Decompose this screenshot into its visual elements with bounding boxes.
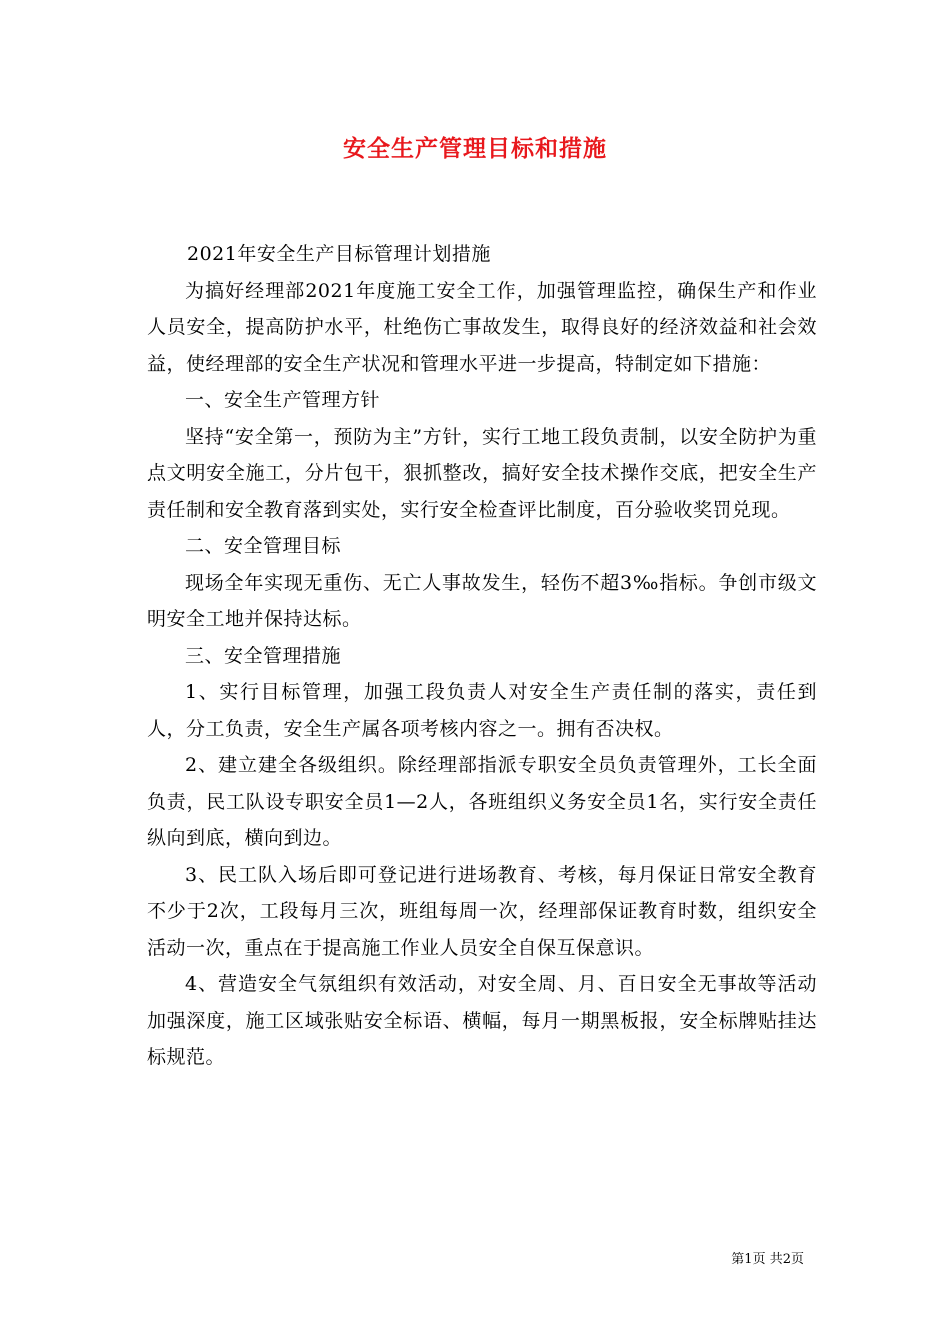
section-heading-1: 一、安全生产管理方针 <box>185 389 381 411</box>
document-title: 安全生产管理目标和措施 <box>343 135 607 162</box>
measure-item-3: 3、民工队入场后即可登记进行进场教育、考核，每月保证日常安全教育不少于2次，工段每月三次，班组每周一次，经理部保证教育时数，组织安全活动一次，重点在于提高施工作业人员安全自保互保意识。 <box>147 863 817 959</box>
plan-heading: 2021年安全生产目标管理计划措施 <box>187 243 491 265</box>
measure-item-2: 2、建立建全各级组织。除经理部指派专职安全员负责管理外，工长全面负责，民工队设专职安全员1—2人，各班组织义务安全员1名，实行安全责任纵向到底，横向到边。 <box>147 754 817 849</box>
section-heading-3: 三、安全管理措施 <box>185 644 342 667</box>
document-body <box>147 236 817 1076</box>
footer-prefix: 第 <box>731 1252 745 1267</box>
section-heading-2: 二、安全管理目标 <box>185 535 342 557</box>
footer-total-pages: 2 <box>782 1252 791 1267</box>
footer-current-page: 1 <box>744 1252 753 1267</box>
section-1-paragraph: 坚持“安全第一，预防为主”方针，实行工地工段负责制，以安全防护为重点文明安全施工，分片包干，狠抓整改，搞好安全技术操作交底，把安全生产责任制和安全教育落到实处，实行安全检查评比制度，百分验收奖罚兑现。 <box>147 425 817 521</box>
intro-paragraph: 为搞好经理部2021年度施工安全工作，加强管理监控，确保生产和作业人员安全，提高防护水平，杜绝伤亡事故发生，取得良好的经济效益和社会效益，使经理部的安全生产状况和管理水平进一步提高，特制定如下措施： <box>147 279 817 375</box>
section-2-paragraph: 现场全年实现无重伤、无亡人事故发生，轻伤不超3‰指标。争创市级文明安全工地并保持达标。 <box>147 571 817 630</box>
measure-item-4: 4、营造安全气氛组织有效活动，对安全周、月、百日安全无事故等活动加强深度，施工区域张贴安全标语、横幅，每月一期黑板报，安全标牌贴挂达标规范。 <box>147 973 817 1068</box>
footer-middle: 页 共 <box>752 1252 783 1267</box>
measure-item-1: 1、实行目标管理，加强工段负责人对安全生产责任制的落实，责任到人，分工负责，安全生产属各项考核内容之一。拥有否决权。 <box>147 681 817 740</box>
page-number-footer <box>731 1248 804 1267</box>
footer-suffix: 页 <box>790 1252 804 1267</box>
